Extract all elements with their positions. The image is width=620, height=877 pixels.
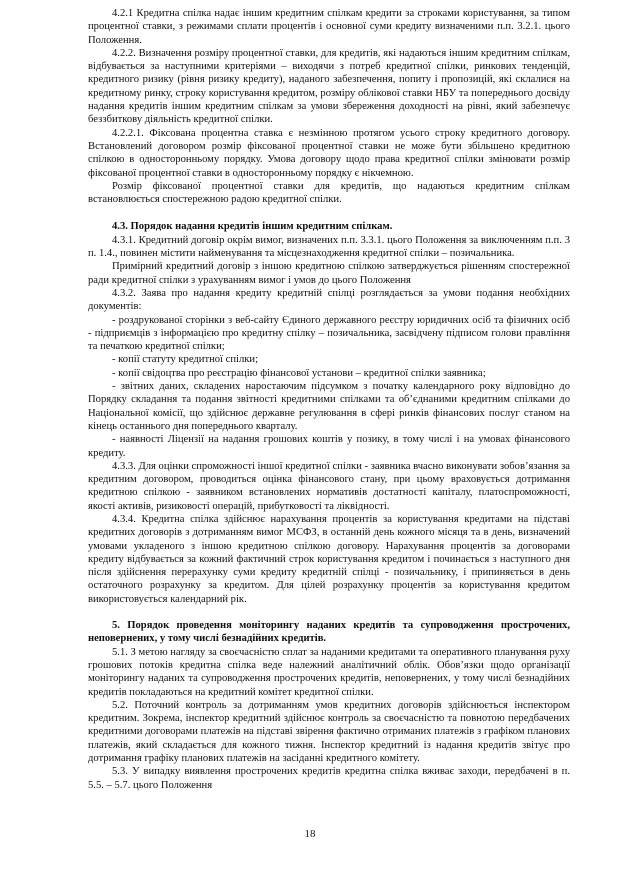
spacer: [88, 206, 570, 220]
list-item-license: - наявності Ліцензії на надання грошових коштів у позику, в тому числі і на умовах фінансового кредиту.: [88, 434, 570, 459]
list-item-reporting-data: - звітних даних, складених наростаючим підсумком з початку календарного року відповідно до Порядку складання та подання звітності кредитними спілками та об’єднаними кредитним спілками до Національної комісії, що здійснює державне регулювання в сфері ринків фінансових послуг станом на кінець останнього дня попереднього кварталу.: [88, 381, 570, 432]
paragraph-4-3-1: 4.3.1. Кредитний договір окрім вимог, визначених п.п. 3.3.1. цього Положення за виключенням п.п. 3 п. 1.4., повинен містити найменування та місцезнаходження кредитної спілки – позичальника.: [88, 234, 570, 260]
paragraph-4-3-3: 4.3.3. Для оцінки спроможності іншої кредитної спілки - заявника вчасно виконувати зобов’язання за кредитним договором, проводиться оцінка фінансового стану, при цьому враховується дотримання кредитною спілкою - заявником встановлених нормативів достатності капіталу, платоспроможності, якості активів, ризиковості операцій, прибутковості та ліквідності.: [88, 460, 570, 512]
paragraph-4-3-2: 4.3.2. Заява про надання кредиту кредитній спілці розглядається за умови подання необхідних документів:: [88, 287, 570, 313]
heading-4-3: 4.3. Порядок надання кредитів іншим кредитним спілкам.: [112, 221, 393, 233]
paragraph-4-3-4: 4.3.4. Кредитна спілка здійснює нарахування процентів за користування кредитами на підставі кредитних договорів з дотриманням вимог МСФЗ, в останній день кожного місяця та в день, визначений умовами укладеного з іншою кредитною спілкою договору. Нарахування процентів за договорами кредиту відбувається за кожний фактичний строк користування кредитом і починається з наступного дня після здійснення перерахунку суми кредиту кредитній спілці - позичальнику, і припиняється в день остаточного розрахунку за кредитом. Для цілей розрахунку процентів за користування кредитом використовується календарний рік.: [88, 513, 570, 605]
heading-5: 5. Порядок проведення моніторингу наданих кредитів та супроводження прострочених, неповернених, у тому числі безнадійних кредитів.: [88, 620, 570, 645]
spacer: [88, 606, 570, 619]
list-item-registration-certificate: - копії свідоцтва про реєстрацію фінансової установи – кредитної спілки заявника;: [112, 367, 486, 379]
paragraph-4-2-2-1: 4.2.2.1. Фіксована процентна ставка є незмінною протягом усього строку кредитного договору. Встановлений договором розмір фіксованої процентної ставки не може бути збільшено кредитною спілкою в односторонньому порядку. Умова договору щодо права кредитної спілки змінювати розмір фіксованої процентної ставки в односторонньому порядку є нікчемною.: [88, 127, 570, 179]
list-item-statute-copy: - копії статуту кредитної спілки;: [112, 354, 259, 366]
page-number: 18: [304, 828, 316, 840]
paragraph-5-3: 5.3. У випадку виявлення прострочених кредитів кредитна спілка вживає заходи, передбачені в п. 5.5. – 5.7. цього Положення: [88, 766, 570, 791]
paragraph-5-1: 5.1. З метою нагляду за своєчасністю сплат за наданими кредитами та оперативного планування руху грошових потоків кредитна спілка веде належний аналітичний облік. Обов’язки щодо організації моніторингу наданих та супроводження прострочених кредитів, неповернених, у тому числі безнадійних кредитів покладаються на кредитний комітет кредитної спілки.: [88, 646, 570, 698]
paragraph-sample-contract: Примірний кредитний договір з іншою кредитною спілкою затверджується рішенням спостережної ради кредитної спілки з урахуванням вимог і умов до цього Положення: [88, 261, 570, 286]
list-item-registry-printout: - роздрукованої сторінки з веб-сайту Єдиного державного реєстру юридичних осіб та фізичних осіб - підприємців з інформацією про кредитну спілку – позичальника, засвідчену підписом голови правління та печаткою кредитної спілки;: [88, 314, 570, 353]
page-body: [88, 7, 570, 792]
paragraph-4-2-1: 4.2.1 Кредитна спілка надає іншим кредитним спілкам кредити за строками користування, за типом процентної ставки, з режимами сплати процентів і основної суми кредиту визначеними п.п. 3.2.1. цього Положення.: [88, 8, 570, 46]
paragraph-5-2: 5.2. Поточний контроль за дотриманням умов кредитних договорів здійснюється інспектором кредитним. Зокрема, інспектор кредитний здійснює контроль за своєчасністю та повнотою передбачених кредитними договорами платежів на підставі звірення фактично отриманих платежів з графіком планових платежів, який складається для кожного тижня. Інспектор кредитний із надання кредитів звітує про дотримання графіку планових платежів на засіданні кредитного комітету.: [88, 699, 570, 765]
paragraph-4-2-2: 4.2.2. Визначення розміру процентної ставки, для кредитів, які надаються іншим кредитним спілкам, відбувається за наступними критеріями – виходячи з потреб кредитної спілки, ринкових тенденцій, кредитного ризику (рівня ризику кредиту), наданого забезпечення, попиту і пропозицій, які склалися на кредитному ринку, строку користування кредитом, розміру облікової ставки НБУ та попереднього досвіду надання кредитів іншим кредитним спілкам за умови збереження доходності на рівні, який забезпечує беззбиткову діяльність кредитної спілки.: [88, 47, 570, 126]
paragraph-fixed-rate: Розмір фіксованої процентної ставки для кредитів, що надаються кредитним спілкам встановлюється спостережною радою кредитної спілки.: [88, 180, 570, 206]
